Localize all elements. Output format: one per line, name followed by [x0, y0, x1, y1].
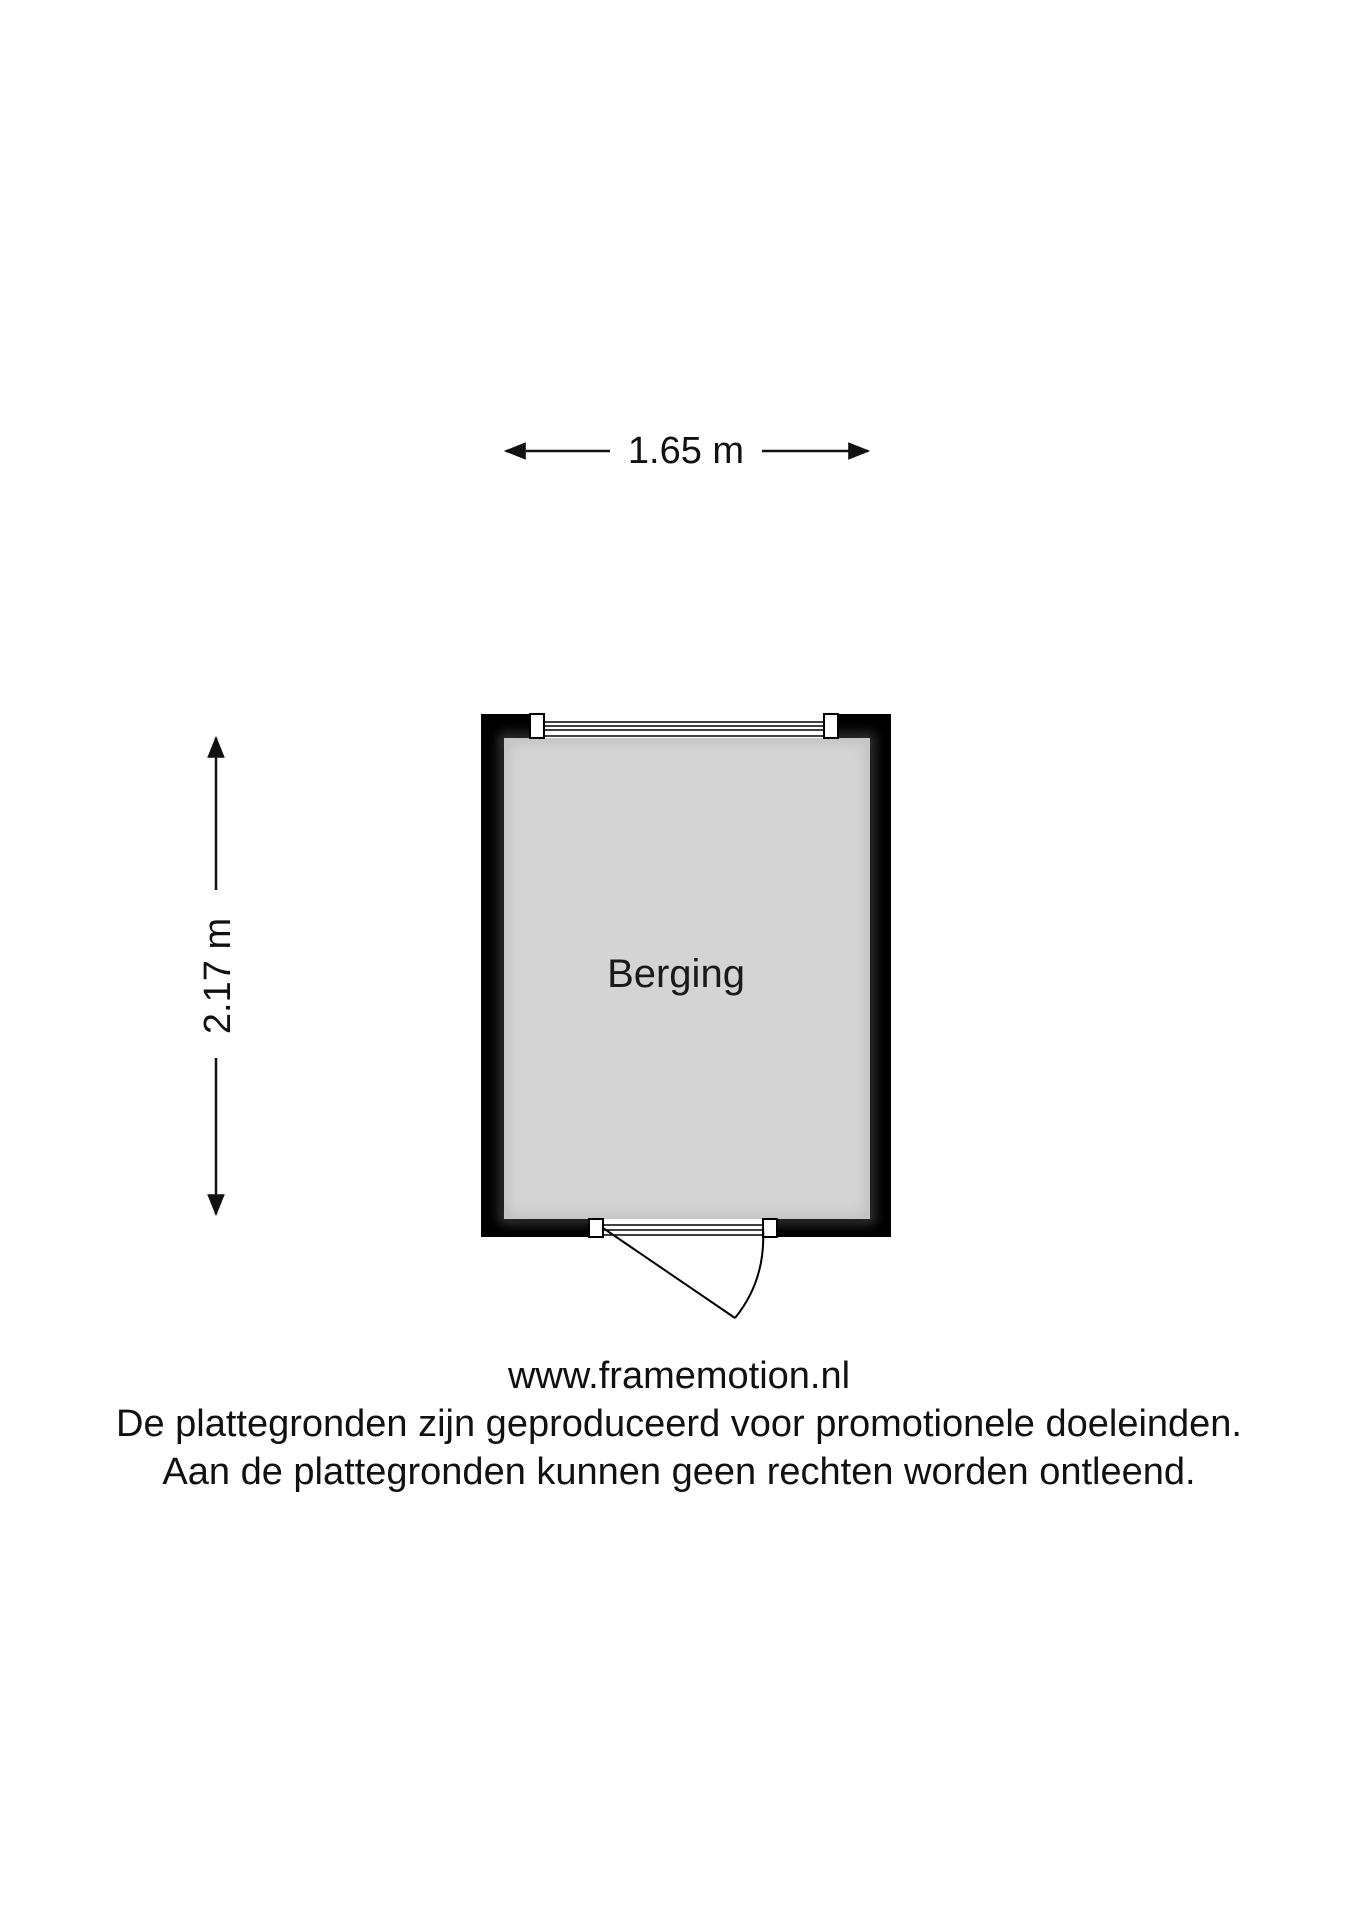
disclaimer-line-1: De plattegronden zijn geproduceerd voor promotionele doeleinden.	[116, 1403, 1242, 1445]
width-label: 1.65 m	[627, 430, 745, 472]
door-swing-arc	[735, 1228, 763, 1318]
disclaimer-line-2: Aan de plattegronden kunnen geen rechten worden ontleend.	[162, 1451, 1196, 1493]
depth-label: 2.17 m	[197, 917, 239, 1035]
website-url: www.framemotion.nl	[507, 1355, 851, 1397]
width-dimension	[506, 430, 868, 472]
room-berging	[481, 714, 891, 1318]
room-label: Berging	[607, 952, 745, 996]
door-bottom	[589, 1219, 777, 1318]
door-leaf	[603, 1228, 735, 1318]
window-top	[530, 714, 838, 738]
depth-dimension	[197, 738, 239, 1214]
